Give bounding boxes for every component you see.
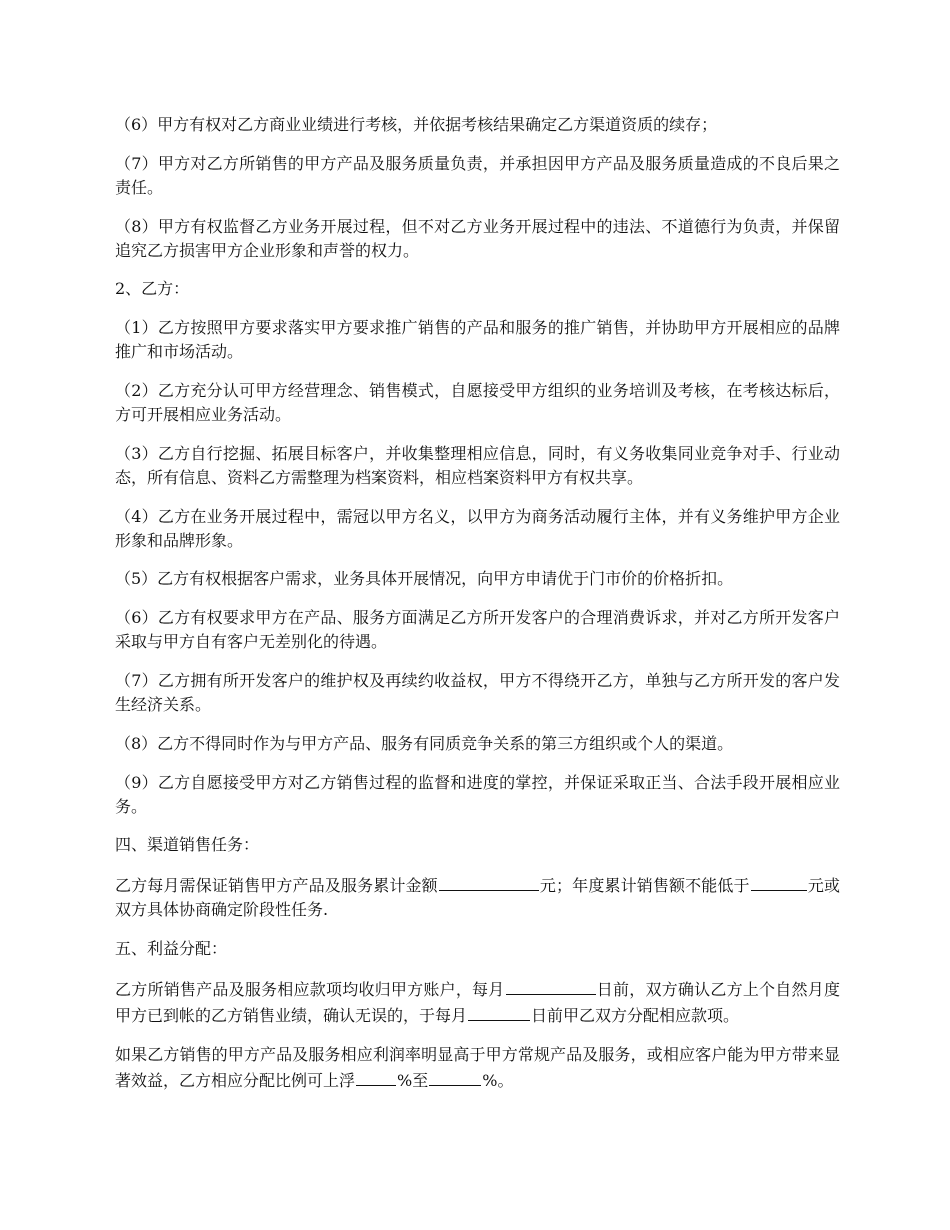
distribution-day-blank[interactable]: [468, 1002, 530, 1021]
party-b-item-3: （3）乙方自行挖掘、拓展目标客户，并收集整理相应信息，同时，有义务收集同业竞争对手、行业动态，所有信息、资料乙方需整理为档案资料，相应档案资料甲方有权共享。: [115, 443, 840, 487]
party-a-item-6: （6）甲方有权对乙方商业业绩进行考核，并依据考核结果确定乙方渠道资质的续存；: [115, 115, 718, 134]
payment-text-3: 日前甲乙双方分配相应款项。: [531, 1005, 740, 1025]
section-4-heading: 四、渠道销售任务：: [115, 835, 260, 855]
party-b-item-6: （6）乙方有权要求甲方在产品、服务方面满足乙方所开发客户的合理消费诉求，并对乙方所开发客户采取与甲方自有客户无差别化的待遇。: [115, 608, 840, 652]
payment-paragraph: [115, 976, 840, 1028]
ratio-text-1: 如果乙方销售的甲方产品及服务相应利润率明显高于甲方常规产品及服务，或相应客户能为甲方带来显著效益，乙方相应分配比例可上浮: [115, 1044, 840, 1090]
party-b-heading: 2、乙方：: [115, 279, 190, 299]
confirm-day-blank[interactable]: [506, 976, 596, 995]
sales-task-paragraph: [115, 872, 840, 922]
section-5-heading: 五、利益分配：: [115, 938, 228, 958]
party-b-item-2: （2）乙方充分认可甲方经营理念、销售模式，自愿接受甲方组织的业务培训及考核，在考核达标后，方可开展相应业务活动。: [115, 380, 840, 424]
party-b-item-9: （9）乙方自愿接受甲方对乙方销售过程的监督和进度的掌控，并保证采取正当、合法手段开展相应业务。: [115, 772, 840, 816]
payment-text-2: 日前，双方确认乙方上个自然月度甲方已到帐的乙方销售业绩，确认无误的，于每月: [115, 979, 840, 1025]
annual-amount-blank[interactable]: [751, 872, 807, 891]
payment-text-1: 乙方所销售产品及服务相应款项均收归甲方账户，每月: [115, 979, 505, 999]
sales-task-text-3: 元或双方具体协商确定阶段性任务.: [115, 876, 840, 920]
contract-page: [115, 113, 840, 1107]
party-b-item-8: （8）乙方不得同时作为与甲方产品、服务有同质竞争关系的第三方组织或个人的渠道。: [115, 733, 734, 753]
party-a-item-7: （7）甲方对乙方所销售的甲方产品及服务质量负责，并承担因甲方产品及服务质量造成的不良后果之责任。: [115, 153, 840, 197]
ratio-text-2: %至: [397, 1070, 429, 1090]
party-b-item-1: （1）乙方按照甲方要求落实甲方要求推广销售的产品和服务的推广销售，并协助甲方开展相应的品牌推广和市场活动。: [115, 318, 840, 362]
sales-task-text-1: 乙方每月需保证销售甲方产品及服务累计金额: [115, 876, 438, 896]
party-a-item-8: （8）甲方有权监督乙方业务开展过程，但不对乙方业务开展过程中的违法、不道德行为负责，并保留追究乙方损害甲方企业形象和声誉的权力。: [115, 216, 840, 260]
ratio-max-blank[interactable]: [429, 1067, 481, 1086]
ratio-paragraph: [115, 1043, 840, 1093]
ratio-text-3: %。: [482, 1070, 514, 1090]
party-b-item-5: （5）乙方有权根据客户需求，业务具体开展情况，向甲方申请优于门市价的价格折扣。: [115, 569, 734, 589]
monthly-amount-blank[interactable]: [439, 872, 539, 891]
sales-task-text-2: 元；年度累计销售额不能低于: [539, 876, 750, 896]
party-b-item-4: （4）乙方在业务开展过程中，需冠以甲方名义，以甲方为商务活动履行主体，并有义务维护甲方企业形象和品牌形象。: [115, 506, 840, 550]
ratio-min-blank[interactable]: [356, 1067, 396, 1086]
party-b-item-7: （7）乙方拥有所开发客户的维护权及再续约收益权，甲方不得绕开乙方，单独与乙方所开发的客户发生经济关系。: [115, 670, 840, 714]
